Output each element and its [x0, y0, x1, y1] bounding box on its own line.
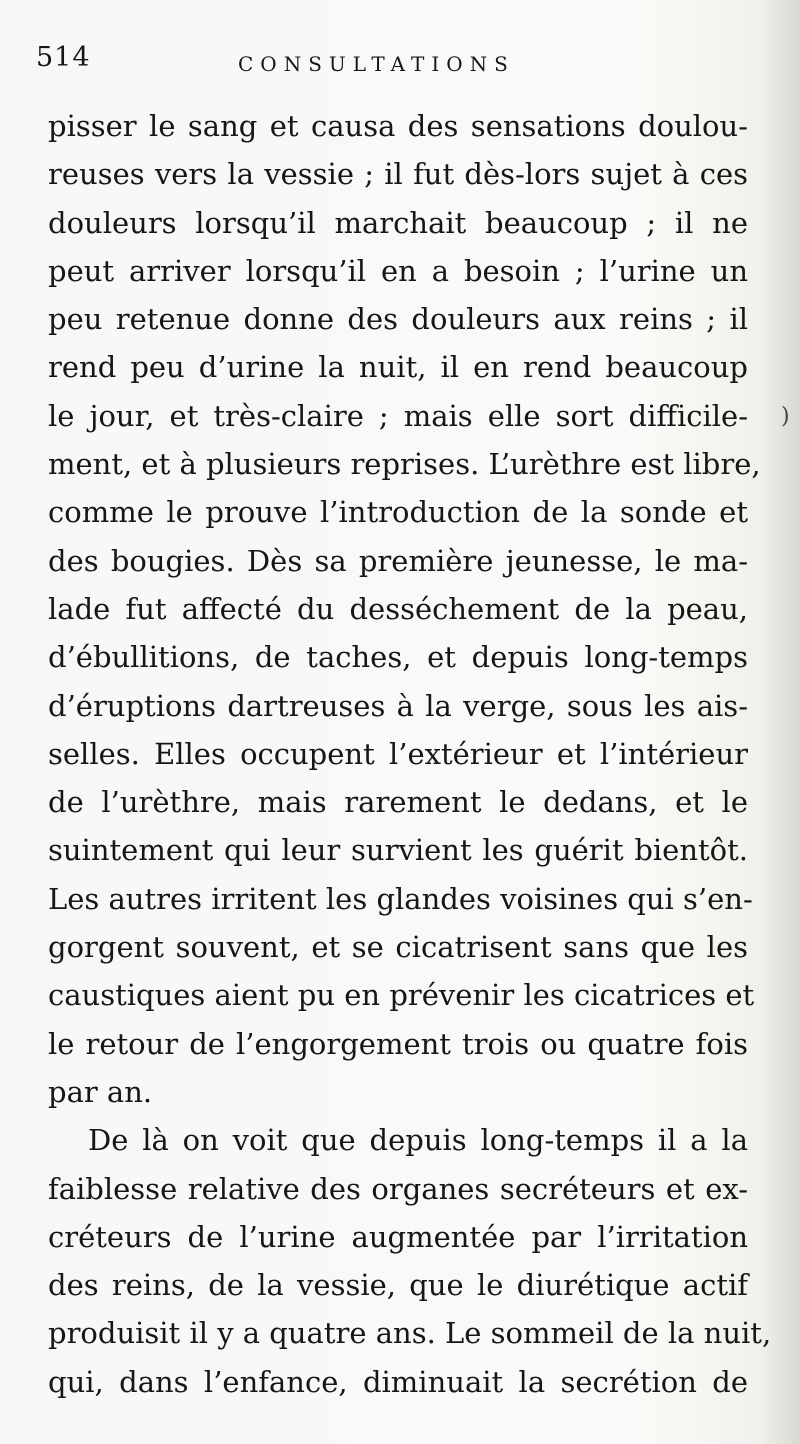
text-line: le retour de l’engorgement trois ou quatre fois: [48, 1026, 748, 1061]
text-line: qui, dans l’enfance, diminuait la secrétion de: [48, 1364, 748, 1399]
running-head: CONSULTATIONS: [238, 52, 515, 76]
text-line: pisser le sang et causa des sensations doulou-: [48, 109, 748, 143]
text-line: faiblesse relative des organes secréteurs et ex-: [48, 1171, 748, 1206]
text-line: ment, et à plusieurs reprises. L’urèthre est libre,: [48, 447, 761, 482]
text-line: d’ébullitions, de taches, et depuis long-temps: [48, 640, 748, 675]
text-line: douleurs lorsqu’il marchait beaucoup ; il ne: [48, 205, 748, 240]
text-line: Les autres irritent les glandes voisines qui s’en-: [48, 881, 753, 916]
paragraph-end-line: par an.: [48, 1074, 153, 1109]
text-line: produisit il y a quatre ans. Le sommeil de la nuit,: [48, 1316, 772, 1351]
text-line: des reins, de la vessie, que le diurétique actif: [48, 1268, 748, 1303]
text-line: de l’urèthre, mais rarement le dedans, et le: [48, 785, 748, 820]
text-line: gorgent souvent, et se cicatrisent sans que les: [48, 930, 748, 965]
text-line: peut arriver lorsqu’il en a besoin ; l’urine un: [48, 253, 748, 288]
text-line: le jour, et très-claire ; mais elle sort difficile-: [48, 398, 748, 433]
paragraph-start-line: De là on voit que depuis long-temps il a la: [88, 1123, 748, 1158]
text-line: reuses vers la vessie ; il fut dès-lors sujet à ces: [48, 157, 748, 192]
text-line: des bougies. Dès sa première jeunesse, le ma-: [48, 543, 748, 578]
text-line: caustiques aient pu en prévenir les cicatrices et: [48, 978, 755, 1013]
text-line: rend peu d’urine la nuit, il en rend beaucoup: [48, 350, 748, 385]
text-line: créteurs de l’urine augmentée par l’irritation: [48, 1219, 748, 1254]
body-text: [48, 102, 772, 1406]
page-number: 514: [36, 42, 91, 73]
margin-mark: ): [781, 404, 790, 429]
text-line: peu retenue donne des douleurs aux reins ; il: [48, 302, 748, 337]
text-line: selles. Elles occupent l’extérieur et l’intérieur: [48, 736, 748, 771]
text-line: d’éruptions dartreuses à la verge, sous les ais-: [48, 688, 748, 723]
text-line: suintement qui leur survient les guérit bientôt.: [48, 833, 748, 868]
text-line: comme le prouve l’introduction de la sonde et: [48, 495, 748, 530]
text-line: lade fut affecté du desséchement de la peau,: [48, 591, 748, 626]
